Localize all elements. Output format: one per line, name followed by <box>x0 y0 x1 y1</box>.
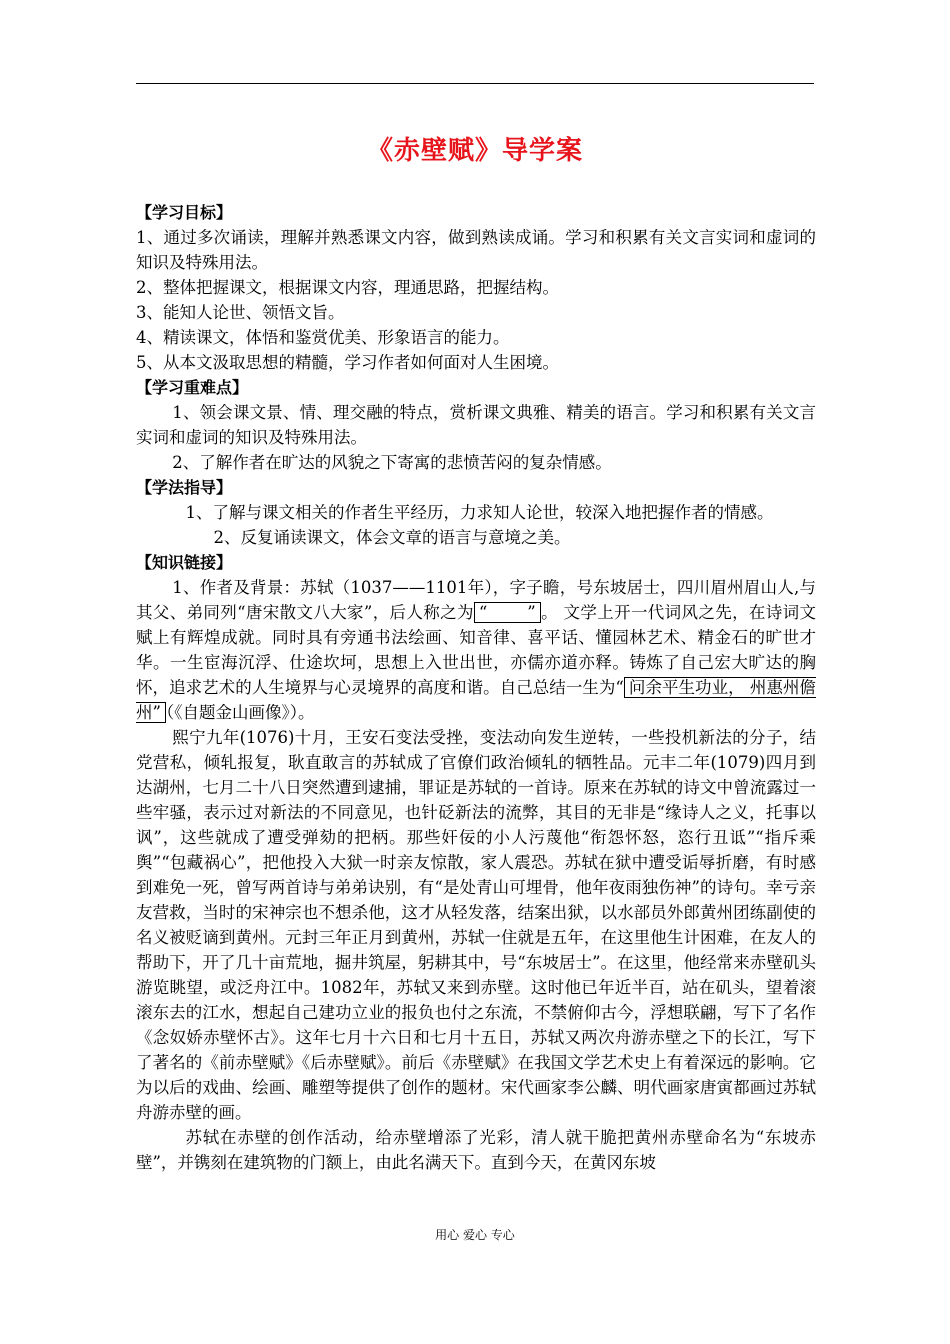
header-rule <box>136 83 814 84</box>
section-heading-knowledge: 【知识链接】 <box>136 553 233 572</box>
history-paragraph: 熙宁九年(1076)十月，王安石变法受挫，变法动向发生逆转，一些投机新法的分子，结党营私，倾轧报复，耿直敢言的苏轼成了官僚们政治倾轧的牺牲品。元丰二年(1079)四月到达湖州，七月二十八日突然遭到逮捕，罪证是苏轼的一首诗。原来在苏轼的诗文中曾流露过一些牢骚，表示过对新法的不同意见，也针砭新法的流弊，其目的无非是“缘诗人之义，托事以讽”，这些就成了遭受弹劾的把柄。那些奸佞的小人污蔑他“衔怨怀怒，恣行丑诋”“指斥乘舆”“包藏祸心”，把他投入大狱一时亲友惊散，家人震恐。苏轼在狱中遭受诟辱折磨，有时感到难免一死，曾写两首诗与弟弟诀别，有“是处青山可埋骨，他年夜雨独伤神”的诗句。幸亏亲友营救，当时的宋神宗也不想杀他，这才从轻发落，结案出狱，以水部员外郎黄州团练副使的名义被贬谪到黄州。元封三年正月到黄州，苏轼一住就是五年，在这里他生计困难，在友人的帮助下，开了几十亩荒地，掘井筑屋，躬耕其中，号“东坡居士”。在这里，他经常来赤壁矶头游览眺望，或泛舟江中。1082年，苏轼又来到赤壁。这时他已年近半百，站在矶头，望着滚滚东去的江水，想起自己建功立业的报负也付之东流，不禁俯仰古今，浮想联翩，写下了名作《念奴娇赤壁怀古》。这年七月十六日和七月十五日，苏轼又两次舟游赤壁之下的长江，写下了著名的《前赤壁赋》《后赤壁赋》。前后《赤壁赋》在我国文学艺术史上有着深远的影响。它为以后的戏曲、绘画、雕塑等提供了创作的题材。宋代画家李公麟、明代画家唐寅都画过苏轼舟游赤壁的画。 <box>136 728 816 1122</box>
goal-item: 1、通过多次诵读，理解并熟悉课文内容，做到熟读成诵。学习和积累有关文言实词和虚词的知识及特殊用法。 <box>136 228 816 272</box>
section-heading-method: 【学法指导】 <box>136 478 233 497</box>
fill-blank-box-quote: 问余平生功业， 州惠州儋州” <box>136 678 817 722</box>
author-text-c: （《自题金山画像》）。 <box>165 703 315 722</box>
page-footer: 用心 爱心 专心 <box>435 1228 515 1242</box>
method-item: 2、反复诵读课文，体会文章的语言与意境之美。 <box>213 528 571 547</box>
author-background-paragraph <box>136 575 816 725</box>
author-text-a: 1、作者及背景：苏轼（1037——1101年），字子瞻，号东坡居士，四川眉州眉山人,与其父、弟同列“唐宋散文八大家”，后人称之为 <box>136 578 816 622</box>
goal-item: 3、能知人论世、领悟文旨。 <box>136 303 345 322</box>
method-item: 1、了解与课文相关的作者生平经历，力求知人论世，较深入地把握作者的情感。 <box>185 503 774 522</box>
key-point-item: 1、领会课文景、情、理交融的特点，赏析课文典雅、精美的语言。学习和积累有关文言实词和虚词的知识及特殊用法。 <box>136 403 816 447</box>
goal-item: 4、精读课文，体悟和鉴赏优美、形象语言的能力。 <box>136 328 510 347</box>
legacy-paragraph: 苏轼在赤壁的创作活动，给赤壁增添了光彩，清人就干脆把黄州赤壁命名为“东坡赤壁”，并镌刻在建筑物的门额上，由此名满天下。直到今天，在黄冈东坡 <box>136 1128 816 1172</box>
goal-item: 5、从本文汲取思想的精髓，学习作者如何面对人生困境。 <box>136 353 559 372</box>
section-heading-goals: 【学习目标】 <box>136 203 233 222</box>
blank-close-quote: ” <box>527 603 536 622</box>
document-body <box>136 200 816 1175</box>
key-point-item: 2、了解作者在旷达的风貌之下寄寓的悲愤苦闷的复杂情感。 <box>172 453 612 472</box>
goal-item: 2、整体把握课文，根据课文内容，理通思路，把握结构。 <box>136 278 559 297</box>
section-heading-key-points: 【学习重难点】 <box>136 378 249 397</box>
fill-blank-box-title <box>474 602 541 623</box>
author-text-b: 。 文学上开一代词风之先，在诗词文赋上有辉煌成就。同时具有旁通书法绘画、知音律、喜平话、懂园林艺术、精金石的旷世才华。一生宦海沉浮、仕途坎坷，思想上入世出世，亦儒亦道亦释。铸炼了自己宏大旷达的胸怀，追求艺术的人生境界与心灵境界的高度和谐。自己总结一生为“ <box>136 603 817 697</box>
page-title: 《赤壁赋》导学案 <box>366 136 583 166</box>
blank-open-quote: “ <box>478 603 488 622</box>
